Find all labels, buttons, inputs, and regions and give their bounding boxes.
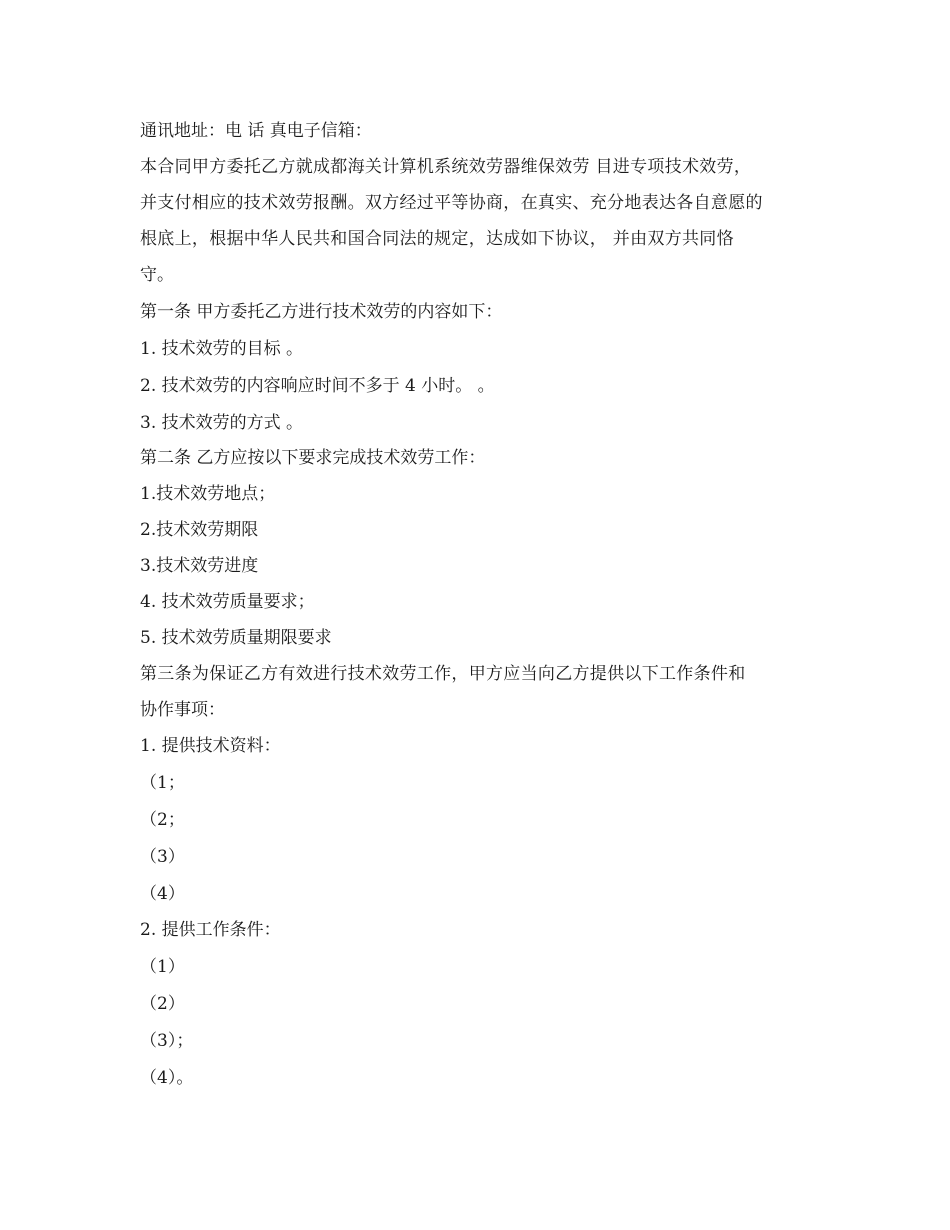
article3-section2-item-1: （1） (140, 957, 185, 977)
article1-heading: 第一条 甲方委托乙方进行技术效劳的内容如下： (140, 302, 503, 322)
article1-item-1: 1. 技术效劳的目标 。 (140, 339, 304, 359)
intro-line-2: 并支付相应的技术效劳报酬。双方经过平等协商，在真实、充分地表达各自意愿的 (140, 193, 763, 213)
article3-section2-item-4: （4）。 (140, 1068, 194, 1088)
article2-item-1: 1.技术效劳地点； (140, 484, 276, 504)
article3-heading-line-1: 第三条为保证乙方有效进行技术效劳工作，甲方应当向乙方提供以下工作条件和 (140, 664, 746, 684)
article3-section1-item-3: （3） (140, 847, 185, 867)
article2-heading: 第二条 乙方应按以下要求完成技术效劳工作： (140, 448, 486, 468)
article2-item-4: 4. 技术效劳质量要求； (140, 592, 315, 612)
article3-section2-item-2: （2） (140, 994, 185, 1014)
article2-item-2: 2.技术效劳期限 (140, 520, 259, 540)
article2-item-3: 3.技术效劳进度 (140, 556, 259, 576)
article3-section2-title: 2. 提供工作条件： (140, 920, 281, 940)
article3-section2-item-3: （3）； (140, 1031, 194, 1051)
article3-heading-line-2: 协作事项： (140, 700, 225, 720)
article3-section1-item-2: （2； (140, 810, 185, 830)
intro-line-1: 本合同甲方委托乙方就成都海关计算机系统效劳器维保效劳 目进专项技术效劳， (140, 157, 752, 177)
article2-item-5: 5. 技术效劳质量期限要求 (140, 628, 332, 648)
intro-line-3: 根底上，根据中华人民共和国合同法的规定，达成如下协议， 并由双方共同恪 (140, 229, 734, 249)
article3-section1-title: 1. 提供技术资料： (140, 736, 281, 756)
intro-line-4: 守。 (140, 265, 174, 285)
article3-section1-item-4: （4） (140, 884, 185, 904)
contact-line: 通讯地址：电 话 真电子信箱： (140, 121, 372, 141)
article3-section1-item-1: （1； (140, 773, 185, 793)
article1-item-3: 3. 技术效劳的方式 。 (140, 413, 304, 433)
article1-item-2: 2. 技术效劳的内容响应时间不多于 4 小时。 。 (140, 376, 495, 396)
